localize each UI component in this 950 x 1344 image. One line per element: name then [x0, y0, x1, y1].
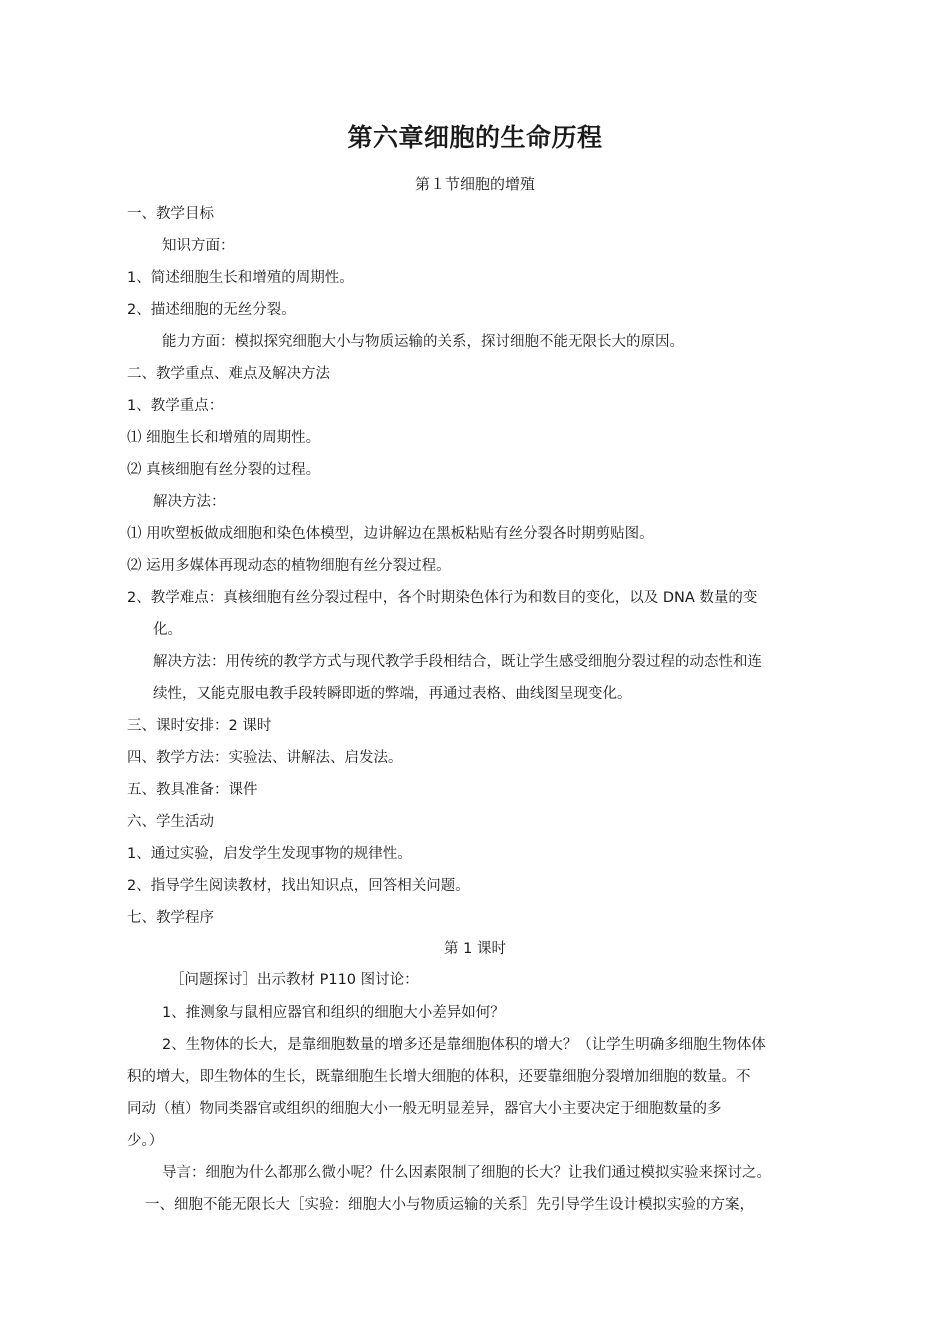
- difficulty-paragraph: 2、教学难点：真核细胞有丝分裂过程中，各个时期染色体行为和数目的变化，以及 DNA 数量的变: [127, 590, 758, 606]
- solution-paragraph-cont: 续性，又能克服电教手段转瞬即逝的弊端，再通过表格、曲线图呈现变化。: [153, 686, 632, 702]
- chapter-title: 第六章细胞的生命历程: [347, 123, 603, 152]
- section-subtitle: 第１节细胞的增殖: [414, 175, 535, 193]
- heading-teaching-goals: 一、教学目标: [127, 206, 214, 222]
- heading-student-activities: 六、学生活动: [127, 814, 214, 830]
- question-paragraph-cont: 少。）: [127, 1133, 164, 1149]
- section-one-paragraph: 一、细胞不能无限长大［实验：细胞大小与物质运输的关系］先引导学生设计模拟实验的方案，: [145, 1197, 754, 1213]
- heading-methods: 四、教学方法：实验法、讲解法、启发法。: [127, 750, 403, 766]
- heading-key-points: 二、教学重点、难点及解决方法: [127, 366, 330, 382]
- heading-teaching-procedure: 七、教学程序: [127, 910, 214, 926]
- introduction-paragraph: 导言：细胞为什么都那么微小呢？什么因素限制了细胞的长大？让我们通过模拟实验来探讨之。: [162, 1165, 771, 1181]
- question-paragraph: 2、生物体的长大，是靠细胞数量的增多还是靠细胞体积的增大？（让学生明确多细胞生物体体: [162, 1037, 766, 1053]
- activity-item: 1、通过实验，启发学生发现事物的规律性。: [127, 846, 412, 862]
- solution-paragraph: 解决方法：用传统的教学方式与现代教学手段相结合，既让学生感受细胞分裂过程的动态性和连: [153, 654, 762, 670]
- question-paragraph-cont: 积的增大，即生物体的生长，既靠细胞生长增大细胞的体积，还要靠细胞分裂增加细胞的数量。不: [127, 1069, 751, 1085]
- knowledge-label: 知识方面：: [162, 238, 235, 254]
- solution-label: 解决方法：: [153, 494, 226, 510]
- lesson-heading: 第 1 课时: [444, 941, 506, 957]
- key-point-item: ⑴ 细胞生长和增殖的周期性。: [127, 430, 321, 446]
- goal-item: 2、描述细胞的无丝分裂。: [127, 302, 296, 318]
- question-item: 1、推测象与鼠相应器官和组织的细胞大小差异如何？: [162, 1005, 505, 1021]
- ability-paragraph: 能力方面：模拟探究细胞大小与物质运输的关系，探讨细胞不能无限长大的原因。: [162, 334, 684, 350]
- goal-item: 1、简述细胞生长和增殖的周期性。: [127, 270, 354, 286]
- key-point-label: 1、教学重点：: [127, 398, 224, 414]
- problem-discussion: ［问题探讨］出示教材 P110 图讨论：: [170, 972, 419, 988]
- solution-item: ⑵ 运用多媒体再现动态的植物细胞有丝分裂过程。: [127, 558, 451, 574]
- heading-schedule: 三、课时安排：2 课时: [127, 718, 272, 734]
- difficulty-paragraph-cont: 化。: [153, 622, 182, 638]
- key-point-item: ⑵ 真核细胞有丝分裂的过程。: [127, 462, 321, 478]
- solution-item: ⑴ 用吹塑板做成细胞和染色体模型，边讲解边在黑板粘贴有丝分裂各时期剪贴图。: [127, 526, 654, 542]
- question-paragraph-cont: 同动（植）物同类器官或组织的细胞大小一般无明显差异，器官大小主要决定于细胞数量的多: [127, 1101, 722, 1117]
- activity-item: 2、指导学生阅读教材，找出知识点，回答相关问题。: [127, 878, 470, 894]
- heading-materials: 五、教具准备：课件: [127, 782, 258, 798]
